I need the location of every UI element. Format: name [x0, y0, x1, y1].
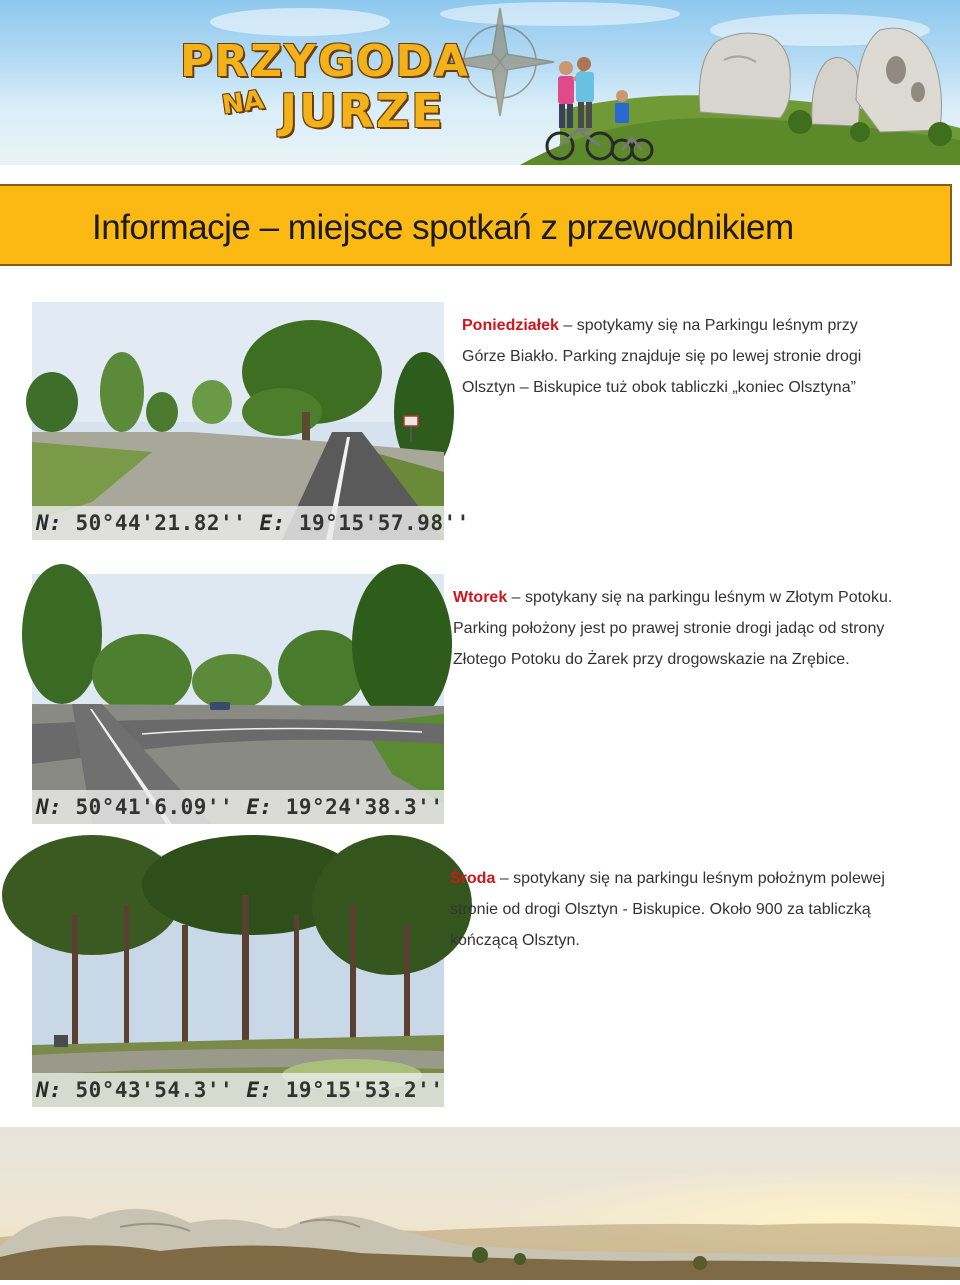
photo-wednesday: [32, 855, 444, 1107]
info-line: kończącą Olsztyn.: [450, 932, 580, 949]
photo-monday: [32, 302, 470, 540]
coord-e-label: E:: [233, 795, 273, 819]
logo-text-przygoda: PRZYGODA: [180, 36, 470, 87]
logo-text-jurze: JURZE: [280, 84, 445, 138]
coord-n-label: N:: [36, 795, 63, 819]
info-line: Górze Biakło. Parking znajduje się po lewej stronie drogi: [462, 348, 862, 365]
coord-n-value: 50°43'54.3'': [62, 1078, 234, 1102]
info-wednesday: [450, 863, 885, 956]
coord-e-label: E:: [246, 511, 286, 535]
info-tuesday: [453, 582, 892, 675]
info-line: [450, 863, 885, 894]
coordinates-wednesday: [32, 1073, 444, 1107]
coord-n-label: N:: [36, 511, 63, 535]
title-bar: [0, 184, 952, 266]
info-text: – spotykany się na parkingu leśnym położnym polewej: [495, 870, 885, 887]
day-label-tuesday: Wtorek: [453, 589, 508, 606]
coord-e-value: 19°15'57.98'': [285, 511, 470, 535]
info-line: Złotego Potoku do Żarek przy drogowskazie na Zrębice.: [453, 651, 850, 668]
logo: [180, 36, 500, 136]
info-monday: [462, 310, 861, 403]
info-text: – spotykamy się na Parkingu leśnym przy: [558, 317, 858, 334]
coord-e-label: E:: [233, 1078, 273, 1102]
day-label-monday: Poniedziałek: [462, 317, 559, 334]
info-line: Parking położony jest po prawej stronie drogi jadąc od strony: [453, 620, 885, 637]
coordinates-monday: [32, 506, 470, 540]
logo-text-na: NA: [220, 85, 266, 121]
info-line: [453, 582, 892, 613]
coord-n-value: 50°44'21.82'': [62, 511, 247, 535]
footer-panorama: [0, 1127, 960, 1280]
coordinates-tuesday: [32, 790, 444, 824]
photo-tuesday: [32, 574, 444, 824]
page-title: Informacje – miejsce spotkań z przewodnikiem: [92, 208, 794, 247]
info-line: stronie od drogi Olsztyn - Biskupice. Około 900 za tabliczką: [450, 901, 871, 918]
coord-n-value: 50°41'6.09'': [62, 795, 234, 819]
info-line: Olsztyn – Biskupice tuż obok tabliczki „koniec Olsztyna”: [462, 379, 856, 396]
info-line: [462, 310, 861, 341]
coord-n-label: N:: [36, 1078, 63, 1102]
info-text: – spotykany się na parkingu leśnym w Złotym Potoku.: [507, 589, 893, 606]
coord-e-value: 19°15'53.2'': [272, 1078, 444, 1102]
header-banner: [0, 0, 960, 165]
coord-e-value: 19°24'38.3'': [272, 795, 444, 819]
day-label-wednesday: Środa: [450, 870, 496, 887]
